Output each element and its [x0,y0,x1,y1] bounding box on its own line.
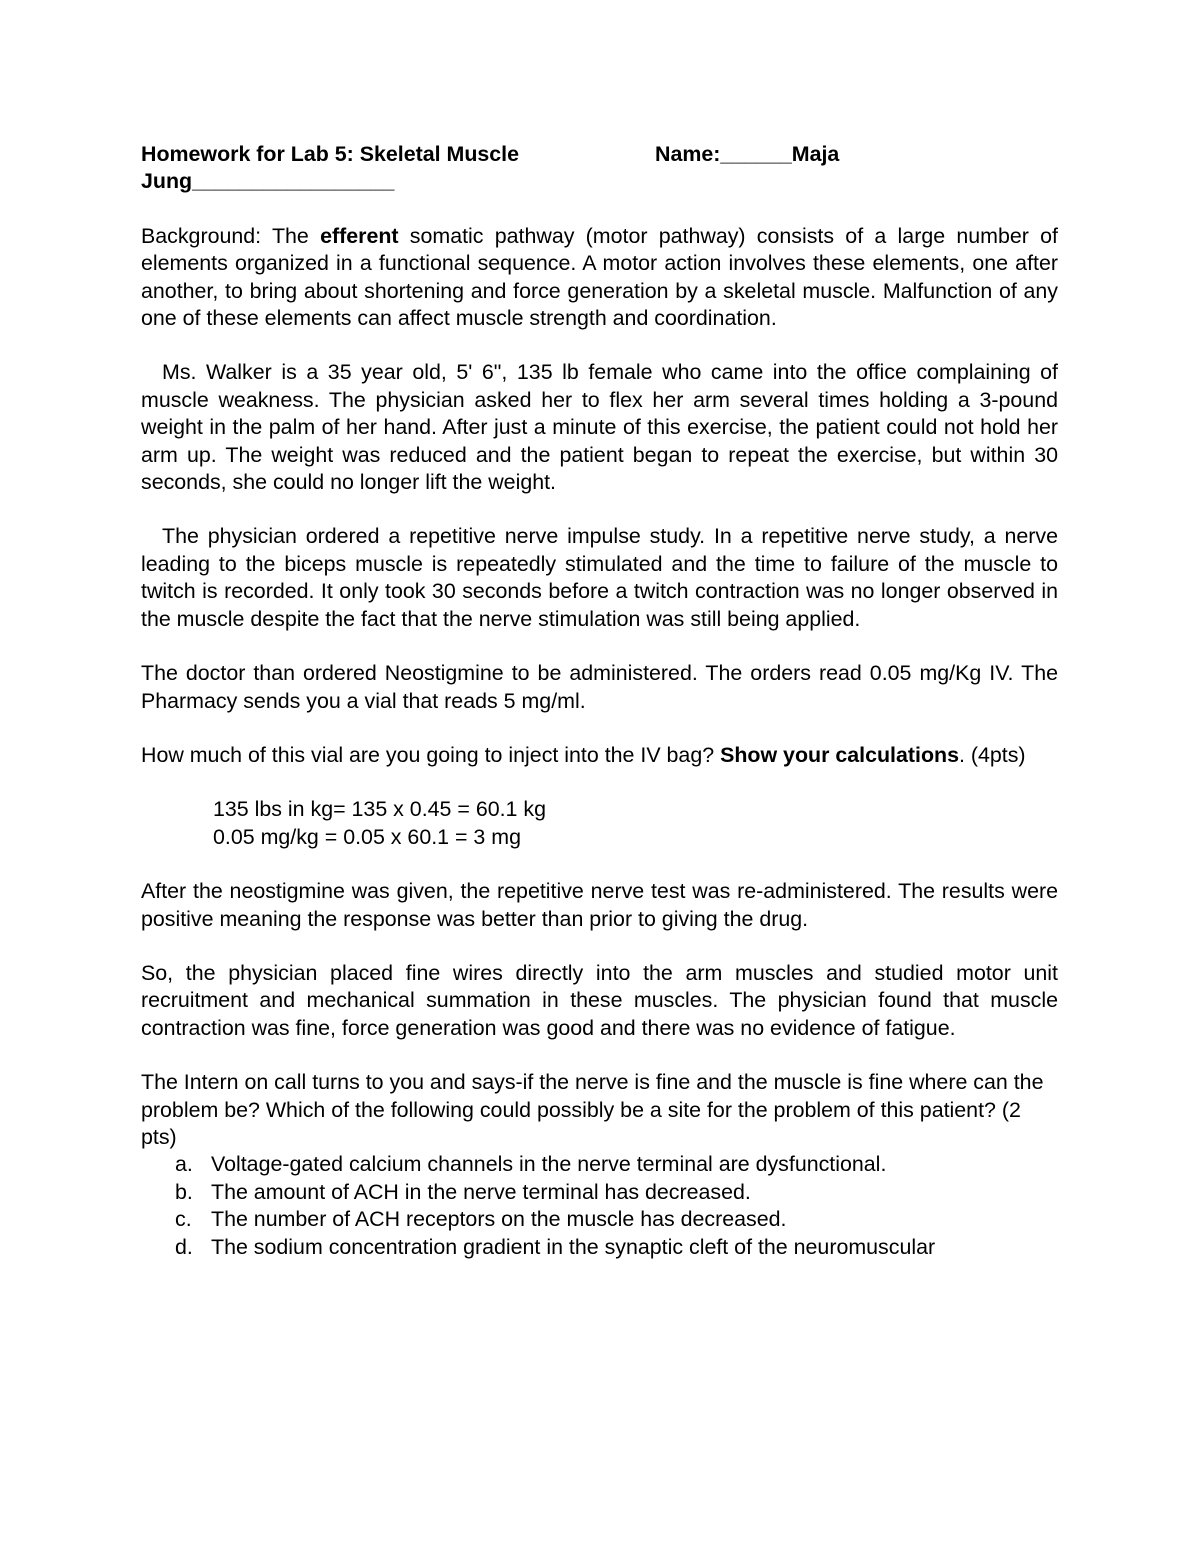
choice-c-letter: c. [175,1207,192,1232]
choice-b-text: The amount of ACH in the nerve terminal has decreased. [211,1179,751,1204]
choice-b-letter: b. [175,1179,193,1204]
choice-a-text: Voltage-gated calcium channels in the nerve terminal are dysfunctional. [211,1152,887,1177]
calculation-line-2: 0.05 mg/kg = 0.05 x 60.1 = 3 mg [213,824,521,849]
retest-paragraph: After the neostigmine was given, the repetitive nerve test was re-administered. The results were positive meaning the response was better than prior to giving the drug. [141,879,1058,931]
choice-d [141,1234,1058,1261]
question-1-lead: How much of this vial are you going to inject into the IV bag? [141,742,721,767]
question-1 [141,742,1058,769]
case-paragraph: Ms. Walker is a 35 year old, 5' 6", 135 lb female who came into the office complaining of muscle weakness. The physician asked her to flex her arm several times holding a 3-pound weight in the palm of her hand. After just a minute of this exercise, the patient could not hold her arm up. The weight was reduced and the patient began to repeat the exercise, but within 30 seconds, she could no longer lift the weight. [141,360,1058,495]
choice-c-text: The number of ACH receptors on the muscle has decreased. [211,1207,787,1232]
nerve-study-paragraph: The physician ordered a repetitive nerve impulse study. In a repetitive nerve study, a nerve leading to the biceps muscle is repeatedly stimulated and the time to failure of the muscle to twitch is recorded. It only took 30 seconds before a twitch contraction was no longer observed in the muscle despite the fact that the nerve stimulation was still being applied. [141,524,1058,631]
background-rest: somatic pathway (motor pathway) consists of a large number of elements organized in a functional sequence. A motor action involves these elements, one after another, to bring about shortening and force generation by a skeletal muscle. Malfunction of any one of these elements can affect muscle strength and coordination. [141,223,1058,331]
document-title: Homework for Lab 5: Skeletal Muscle [141,142,520,166]
choice-d-letter: d. [175,1234,193,1259]
choice-a-letter: a. [175,1152,193,1177]
choice-d-text: The sodium concentration gradient in the synaptic cleft of the neuromuscular [211,1234,936,1259]
header-line [141,141,1058,168]
document-page [141,141,1058,1261]
choice-a [141,1151,1058,1178]
name-continued: Jung_________________ [141,169,395,194]
calculations [213,796,1058,851]
choice-c [141,1206,1058,1233]
choice-b [141,1179,1058,1206]
order-paragraph: The doctor than ordered Neostigmine to be administered. The orders read 0.05 mg/Kg IV. The Pharmacy sends you a vial that reads 5 mg/ml. [141,661,1058,713]
question-2: The Intern on call turns to you and says-if the nerve is fine and the muscle is fine where can the problem be? Which of the following could possibly be a site for the problem of this patient? (2 pts) [141,1070,1044,1149]
wires-paragraph: So, the physician placed fine wires directly into the arm muscles and studied motor unit recruitment and mechanical summation in these muscles. The physician found that muscle contraction was fine, force generation was good and there was no evidence of fatigue. [141,960,1058,1040]
question-1-bold: Show your calculations [720,742,959,767]
name-field: Name:______Maja [655,142,840,166]
background-bold-word: efferent [320,223,399,248]
background-paragraph [141,223,1058,333]
calculation-line-1: 135 lbs in kg= 135 x 0.45 = 60.1 kg [213,797,546,822]
question-1-tail: . (4pts) [958,742,1026,767]
background-lead: Background: The [141,223,321,248]
answer-choices [141,1151,1058,1261]
